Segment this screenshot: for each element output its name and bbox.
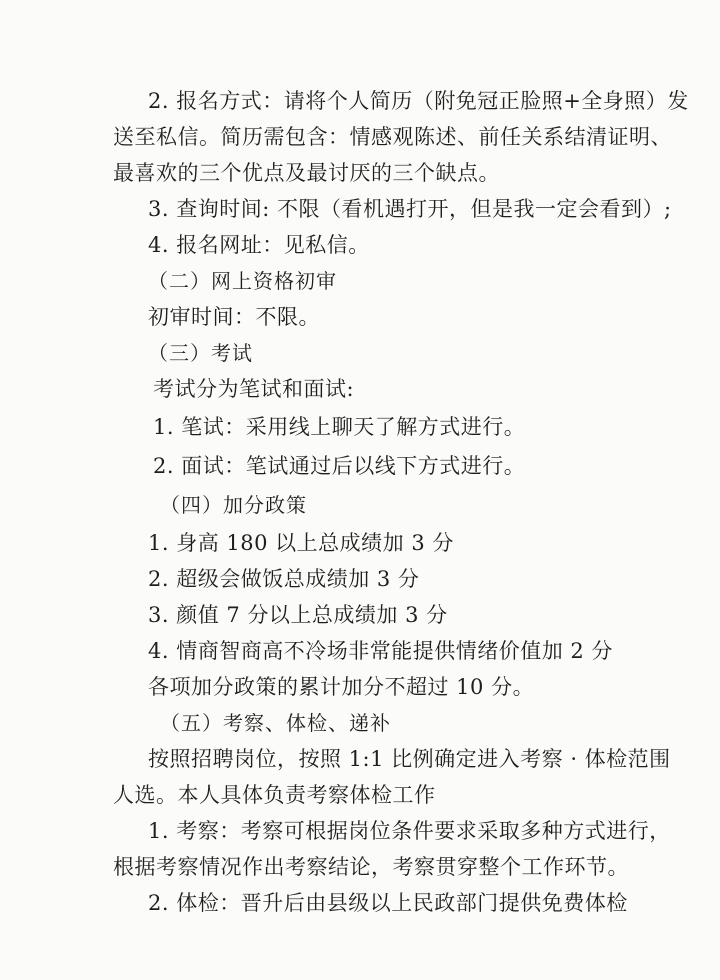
- section-heading-bonus-policy: （四）加分政策: [160, 493, 307, 517]
- registration-method-line-3: 最喜欢的三个优点及最讨厌的三个缺点。: [113, 161, 500, 185]
- interview-line: 2. 面试：笔试通过后以线下方式进行。: [153, 454, 526, 478]
- bonus-item-3: 3. 颜值 7 分以上总成绩加 3 分: [148, 603, 448, 627]
- registration-url-line: 4. 报名网址：见私信。: [148, 233, 370, 257]
- inspection-item-1-line-1: 1. 考察：考察可根据岗位条件要求采取多种方式进行，: [148, 819, 671, 843]
- exam-intro-line: 考试分为笔试和面试:: [153, 377, 355, 401]
- registration-method-line-2: 送至私信。简历需包含：情感观陈述、前任关系结清证明、: [113, 125, 672, 149]
- section-heading-exam: （三）考试: [148, 341, 253, 365]
- bonus-item-2: 2. 超级会做饭总成绩加 3 分: [148, 567, 420, 591]
- physical-exam-line: 2. 体检：晋升后由县级以上民政部门提供免费体检: [148, 891, 628, 915]
- inspection-item-1-line-2: 根据考察情况作出考察结论，考察贯穿整个工作环节。: [113, 855, 629, 879]
- query-time-line: 3. 查询时间: 不限（看机遇打开，但是我一定会看到）;: [148, 197, 672, 221]
- written-exam-line: 1. 笔试：采用线上聊天了解方式进行。: [153, 415, 526, 439]
- inspection-intro-line-2: 人选。本人具体负责考察体检工作: [113, 783, 436, 807]
- section-heading-inspection: （五）考察、体检、递补: [160, 711, 391, 735]
- bonus-item-1: 1. 身高 180 以上总成绩加 3 分: [148, 531, 454, 555]
- section-heading-online-review: （二）网上资格初审: [148, 269, 337, 293]
- review-time-line: 初审时间：不限。: [148, 305, 320, 329]
- registration-method-line-1: 2. 报名方式：请将个人简历（附免冠正脸照+全身照）发: [148, 89, 689, 113]
- bonus-item-4: 4. 情商智商高不冷场非常能提供情绪价值加 2 分: [148, 639, 613, 663]
- inspection-intro-line-1: 按照招聘岗位，按照 1:1 比例确定进入考察 · 体检范围: [148, 747, 671, 771]
- bonus-cap-line: 各项加分政策的累计加分不超过 10 分。: [148, 675, 535, 699]
